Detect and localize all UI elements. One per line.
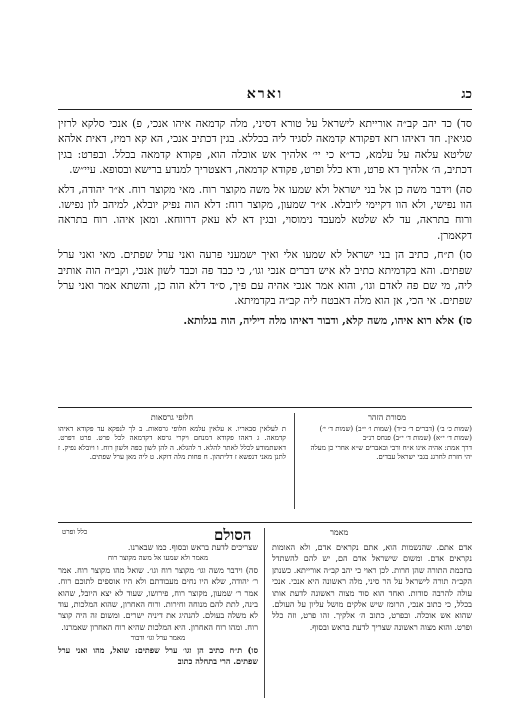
sulam-commentary [58,528,472,698]
chilufei-heading: חלופי גרסאות [150,413,194,422]
sulam-column-divider [264,528,265,698]
sulam-right-column [272,542,472,633]
sulam-para-66: סו) ת״ח כתיב הן וגו׳ ערל שפתים: שואל, מהו ואני ערל שפתים. הרי בתחלה כתוב [58,644,258,667]
sulam-right-text: אדם אתם. שהנשמות הוא, אתם נקראים אדם, ולא האומות נקראים אדם. ומשום שישראל אדם הם, יש להם להשתדל בחכמת התורה שהן חרות. לכן ראוי כי יהב קב״ה אורייתא. כשנתן הקב״ה תורה לישראל על הר סיני, מלה ראשונה היא אנכי. אנכי עולה להרבה סודות. ואחד הוא סוד מצוה ראשונה לדעת אותו בכלל, כי כתוב אנכי, הרומז שיש אלקים מושל עליון על העולם. שהוא אש אוכלה. ובפרט, כתוב ה׳ אלקיך. זהו פרט, וזה כלל ופרט. והוא מצוה ראשונה שצריך לדעת בראש ובסוף. [272,543,472,632]
paragraph-64: סד) כד יהב קב״ה אורייתא לישראל על טורא דסיני, מלה קדמאה איהו אנכי, פ) אנכי סלקא לרזין סגיאין. חד דאיהו רזא דפקודא קדמאה לסגיד ליה בכללא. בגין דכתיב אנכי, הא קא רמיז, דאית אלהא שליטא עלאה על עלמא, כד״א כי יי׳ אלהיך אש אוכלה הוא, פקודא קדמאה בכלל. ובפרט: בגין דכתיב, ה׳ אלהיך דא פרט, ודא כלל ופרט, פקודא קדמאה, דאצטריך למנדע ברישא ובסופא. עיי״ש. [58,117,472,177]
masoret-heading: מסורת הזהר [367,413,407,422]
notes-rule [58,407,472,408]
kelal-label: כלל ופרט [62,528,88,536]
masoret-hazohar [302,413,472,463]
page-title: וארא [246,86,284,102]
masoret-line: (שמות כ׳ ב׳) (דברים ד׳ כ״ד) (שמות ו׳ י״ב) (שמות ד׳ י׳) (שמות ד׳ י״א) (שמות ד׳ י״ב) פנחס רנ״ב [319,424,472,443]
derech-emet: דרך אמת: אהיה אינו א״ח ורבי ובאברים ש״א אחרי כן מעלה יהי חזרת לחרגנ בגבי ישראל עבדים. [310,443,472,462]
sulam-subheading-2: מאמר ערל וגו׳ ודבור [130,634,186,643]
paragraph-65: סה) וידבר משה כן אל בני ישראל ולא שמעו אל משה מקוצר רוח. מאי מקוצר רוח. א״ר יהודה, דלא הוו נפישי, ולא הוו דקיימי ליובלא. א״ר שמעון, מקוצר רוח: דלא הוה נפיק יובלא, למיהב לון נפישו. ורוח בתראה, עד לא שלטא למעבד נימוסוי, ובגין דא לא עאק דרווחא. ומאן איהו. רוח בתראה דקאמרן. [58,182,472,242]
main-text [58,116,472,332]
sulam-left-column [58,542,258,667]
sulam-title: הסולם [214,526,252,544]
paragraph-66: סו) ת״ח, כתיב הן בני ישראל לא שמעו אלי ואיך ישמעני פרעה ואני ערל שפתים. מאי ואני ערל שפתים. והא בקדמיתא כתיב לא איש דברים אנכי וגו׳, כי כבד פה וכבד לשון אנכי, וקב״ה הוה אותיב ליה, מי שם פה לאדם וגו׳, והוא אמר אנכי אהיה עם פיך, ס״ד דלא הוה כן, והשתא אמר ואני ערל שפתים. אי הכי, אן הוא מלה דאבטח ליה קב״ה בקדמיתא. [58,248,472,308]
maamar-label: מאמר [330,528,349,537]
notes-divider [294,413,295,509]
sulam-left-line-1: שצריכים לדעת בראש ובסוף. כמו שבארנו. [127,543,258,552]
chilufei-girsaot [58,413,286,463]
notes-section [58,407,472,517]
page-number: כג [461,87,472,102]
sulam-para-65: סה) וידבר משה וגו׳ מקוצר רוח וגו׳. שואל מהו מקוצר רוח. אמר ר׳ יהודה, שלא היו נחים מעבודתם ולא היו אוספים לתוכם רוח. אמר ר׳ שמעון, מקוצר רוח, פירושו, שעוד לא יצא היובל, שהוא בינה, לתת להם מנוחה וחירות. ורוח האחרון, שהוא המלכות, עוד לא משלה בעולם. להנהיג את דיניה ישרים. ומשום זה היה קוצר רוח. ומהו רוח האחרון. היא המלכות שהיא רוח האחרון שאמרנו. [58,565,258,632]
sulam-subheading: מאמר ולא שמעו אל משה מקוצר רוח [107,554,209,563]
paragraph-67: סז) אלא רוא איהו, משה קלא, ודבור דאיהו מלה דיליה, הוה בגלותא. [183,313,472,327]
running-header [58,86,472,108]
sulam-rule [58,522,472,523]
chilufei-line: ת לעלאין סבאריו. א עלאין עלמא חלופי גרסאות. ב לך לנפקא עד פקודא דאיהו קדמאה. ג דאהו פקודא דמנחם ויקרי גרסא דקדמאה לכל פרט. פרט דפרט. דאשתמודע לכלל לאתר להלא. ד להגלא. ה להן לשון כפה ולשון רוח. ו ויובלא נפיק. ז לתנן מאני דנפשא ז דליתהון. ח פחות מלה דוקא. ט ליה מאן ערל שפתים. [58,424,286,462]
header-rule [58,109,472,110]
